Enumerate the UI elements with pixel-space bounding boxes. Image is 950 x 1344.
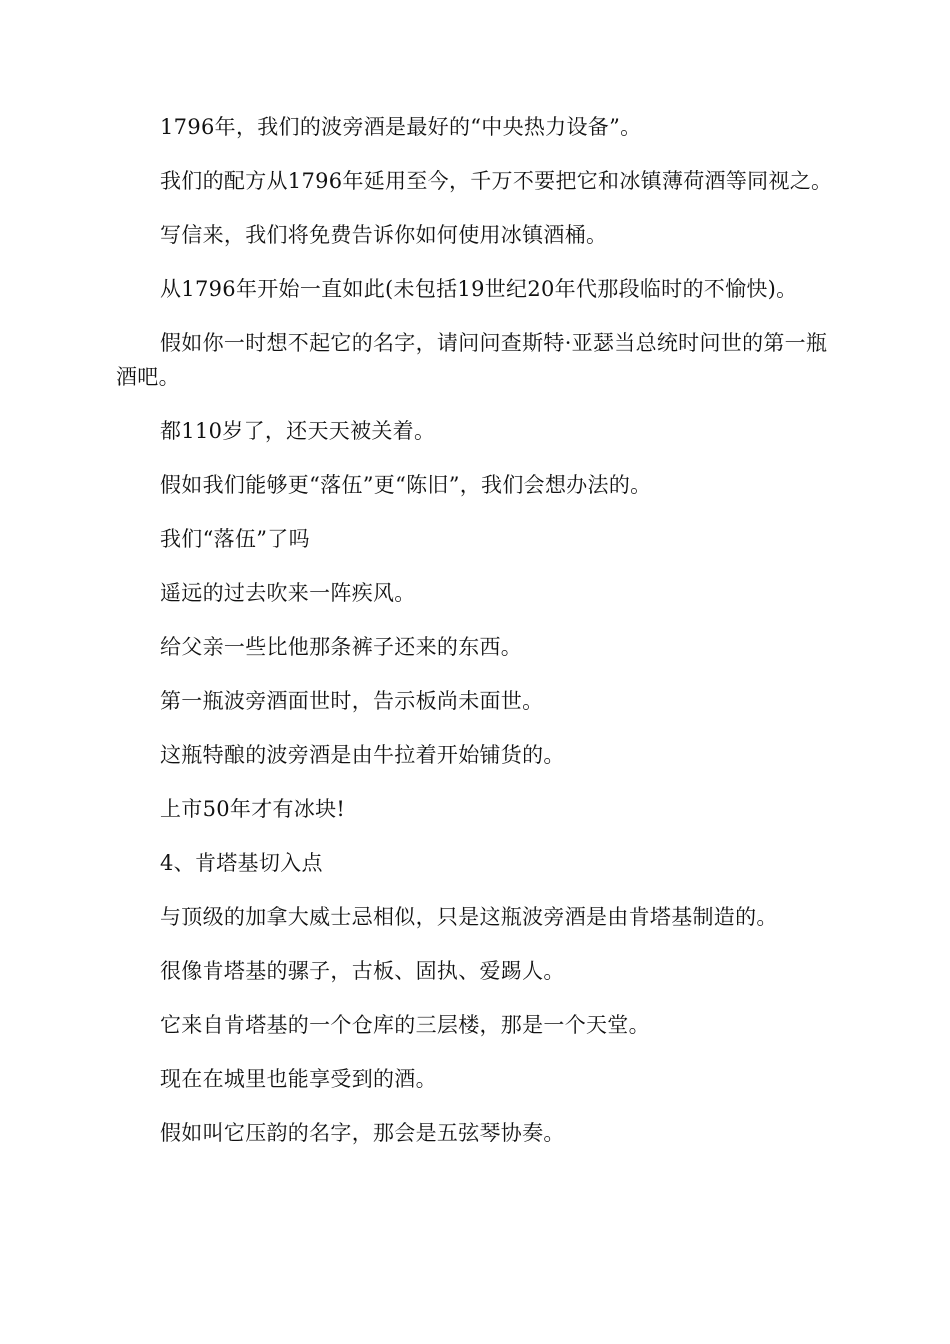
paragraph-2: 我们的配方从1796年延用至今，千万不要把它和冰镇薄荷酒等同视之。 [160, 169, 833, 193]
paragraph-7: 假如我们能够更“落伍”更“陈旧”，我们会想办法的。 [160, 473, 652, 497]
paragraph-15: 与顶级的加拿大威士忌相似，只是这瓶波旁酒是由肯塔基制造的。 [160, 905, 778, 929]
paragraph-6: 都110岁了，还天天被关着。 [160, 419, 436, 443]
document-body [116, 110, 836, 1170]
paragraph-5: 假如你一时想不起它的名字，请问问查斯特·亚瑟当总统时问世的第一瓶酒吧。 [116, 331, 828, 389]
paragraph-3: 写信来，我们将免费告诉你如何使用冰镇酒桶。 [160, 223, 608, 247]
paragraph-4: 从1796年开始一直如此(未包括19世纪20年代那段临时的不愉快)。 [160, 277, 798, 301]
paragraph-9: 遥远的过去吹来一阵疾风。 [160, 581, 416, 605]
paragraph-16: 很像肯塔基的骡子，古板、固执、爱踢人。 [160, 959, 565, 983]
paragraph-19: 假如叫它压韵的名字，那会是五弦琴协奏。 [160, 1121, 565, 1145]
paragraph-11: 第一瓶波旁酒面世时，告示板尚未面世。 [160, 689, 544, 713]
paragraph-8: 我们“落伍”了吗 [160, 527, 310, 551]
paragraph-1: 1796年，我们的波旁酒是最好的“中央热力设备”。 [160, 115, 642, 139]
section-heading: 4、肯塔基切入点 [160, 851, 323, 875]
paragraph-13: 上市50年才有冰块! [160, 797, 346, 821]
paragraph-12: 这瓶特酿的波旁酒是由牛拉着开始铺货的。 [160, 743, 565, 767]
paragraph-18: 现在在城里也能享受到的酒。 [160, 1067, 437, 1091]
paragraph-17: 它来自肯塔基的一个仓库的三层楼，那是一个天堂。 [160, 1013, 650, 1037]
paragraph-10: 给父亲一些比他那条裤子还来的东西。 [160, 635, 523, 659]
